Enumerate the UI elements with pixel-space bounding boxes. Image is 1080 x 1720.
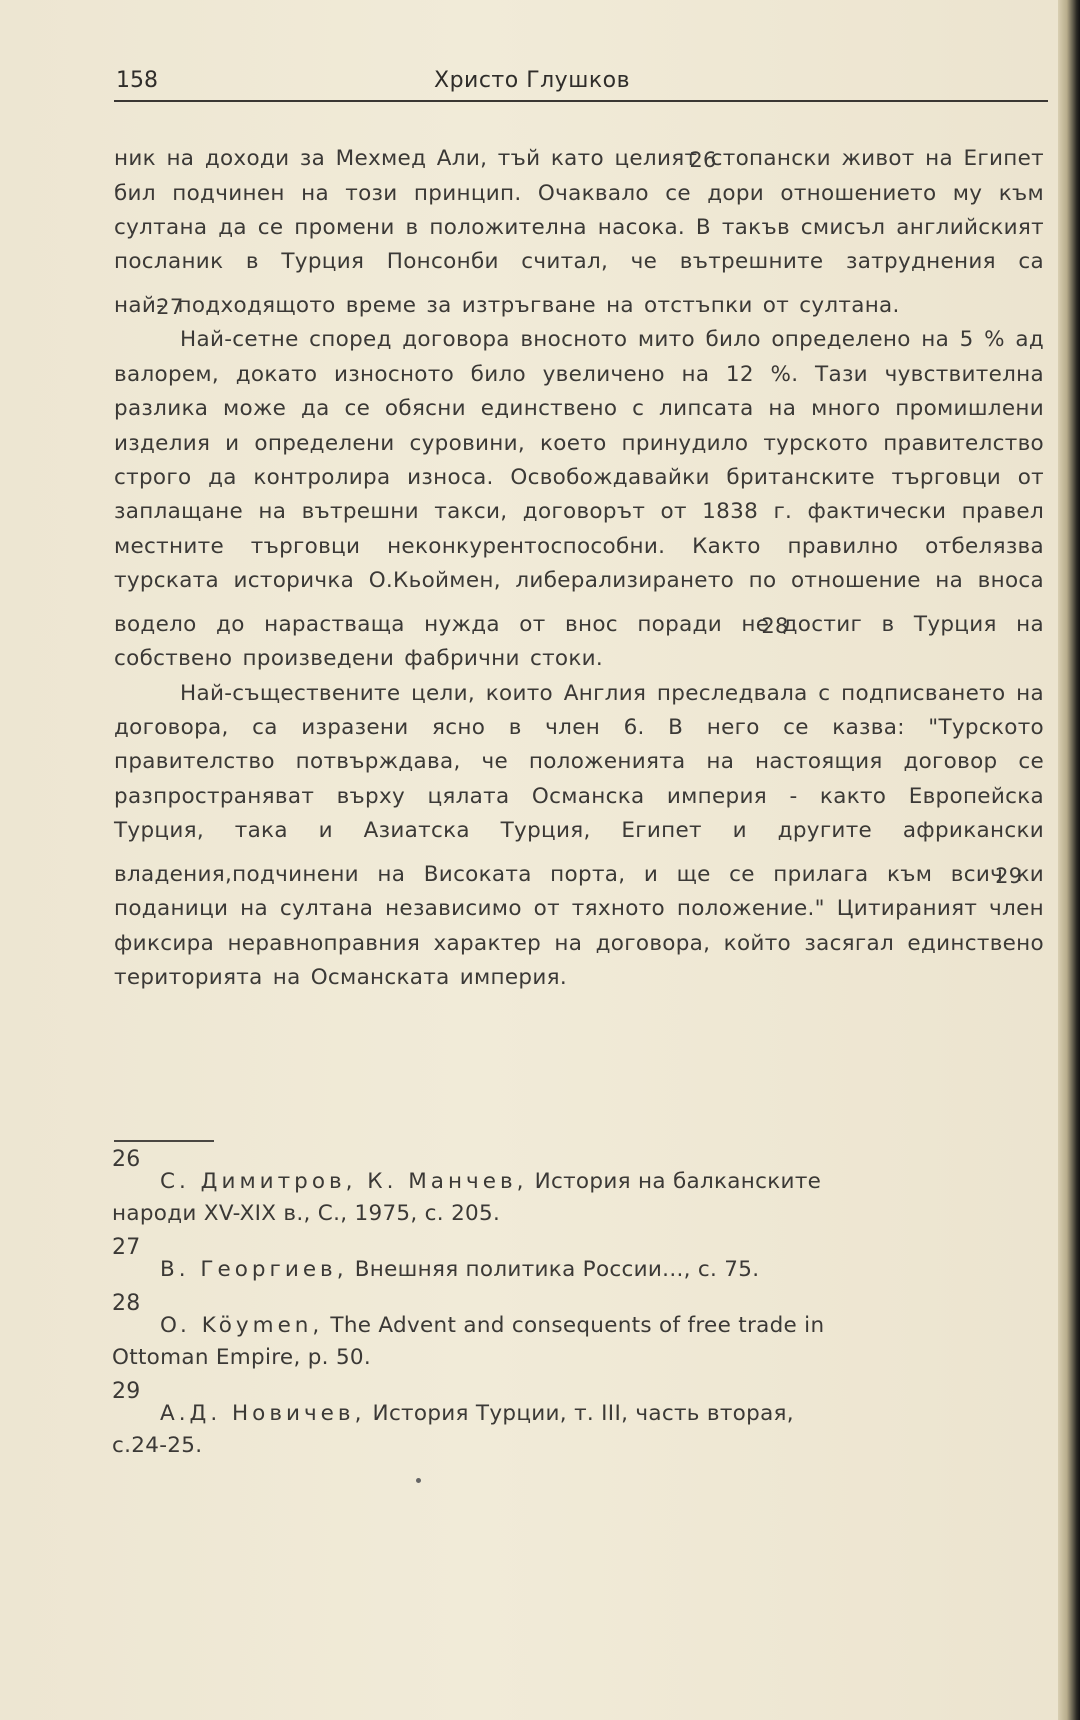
paragraph-3-part-a: Най-съществените цели, които Англия преследвала с подписването на договора, са изразени ясно в член 6. В него се казва: "Турското правителство потвърждава, че положенията на настоящия договор се разпространяват върху цялата Османска империя - както Европейска Турция, така и Азиатска Турция, Египет и другите африкански владения,подчинени на Високата порта, и ще се прилага към всич — [114, 680, 1044, 887]
paragraph-3 — [114, 677, 1044, 996]
paragraph-3-part-b: ки поданици на султана независимо от тяхното положение." Цитираният член фиксира неравноправния характер на договора, който засягал единствено територията на Османската империя. — [114, 861, 1044, 990]
page-edge-shadow — [1058, 0, 1080, 1720]
paragraph-1-part-b: стопански живот на Египет бил подчинен на този принцип. Очаквало се дори отношението му към султана да се промени в положителна насока. В такъв смисъл английският посланик в Турция Понсонби считал, че вътрешните затруднения са най- — [114, 146, 1044, 318]
footnote-number: 29 — [112, 1379, 141, 1404]
footnote-author: А.Д. Новичев, — [160, 1401, 366, 1426]
footnote-title: История Турции, т. III, часть вторая, — [365, 1401, 794, 1426]
footnote-title: Внешняя политика России..., с. 75. — [347, 1257, 760, 1282]
footnote-number: 27 — [112, 1235, 141, 1260]
footnote-continuation: народи XV-XIX в., С., 1975, с. 205. — [112, 1201, 501, 1226]
footnote-author: В. Георгиев, — [160, 1257, 348, 1282]
footnote-ref-26: 26 — [689, 148, 717, 172]
running-head: Христо Глушков — [434, 68, 631, 93]
ink-speck — [416, 1478, 421, 1483]
footnote-title: История на балканските — [527, 1169, 822, 1194]
footnote-26 — [112, 1148, 1042, 1230]
footnote-text — [112, 1310, 1042, 1342]
footnotes — [112, 1148, 1042, 1468]
footnote-number: 26 — [112, 1147, 141, 1172]
paragraph-1-part-c: подходящото време за изтръгване на отстъпки от султана. — [177, 292, 900, 318]
paragraph-1 — [114, 133, 1044, 323]
paragraph-2-part-a: Най-сетне според договора вносното мито било определено на 5 % ад валорем, докато износното било увеличено на 12 %. Тази чувствителна разлика може да се обясни единствено с липсата на много промишлени изделия и определени суровини, което принудило турското правителство строго да контролира износа. Освобождавайки британските търговци от заплащане на вътрешни такси, договорът от 1838 г. фактически правел местните търговци неконкурентоспособни. Както правилно отбелязва турската историчка О.Кьоймен, либерализирането по отношение на вноса водело до нарастваща нужда от внос поради не — [114, 327, 1044, 637]
footnote-ref-29: 29 — [995, 863, 1023, 888]
footnote-text — [112, 1254, 1042, 1286]
paragraph-1-part-a: ник на доходи за Мехмед Али, тъй като целият — [114, 146, 698, 172]
footnote-rule — [114, 1140, 214, 1142]
footnote-ref-28: 28 — [761, 613, 789, 638]
footnote-author: С. Димитров, К. Манчев, — [160, 1169, 528, 1194]
footnote-continuation: с.24-25. — [112, 1433, 203, 1458]
paragraph-2-part-b: достиг в Турция на собствено произведени фабрични стоки. — [114, 611, 1044, 672]
footnote-continuation: Ottoman Empire, p. 50. — [112, 1345, 372, 1370]
page-header — [114, 66, 1048, 102]
footnote-ref-27: 27 — [156, 294, 184, 319]
footnote-title: The Advent and consequents of free trade in — [323, 1313, 825, 1338]
footnote-number: 28 — [112, 1291, 141, 1316]
footnote-28 — [112, 1292, 1042, 1374]
footnote-author: O. Köymen, — [160, 1313, 324, 1338]
page-number: 158 — [116, 68, 158, 93]
footnote-27 — [112, 1236, 1042, 1286]
body-text — [114, 133, 1044, 995]
paragraph-2 — [114, 323, 1044, 676]
footnote-text — [112, 1398, 1042, 1430]
footnote-29 — [112, 1380, 1042, 1462]
footnote-text — [112, 1166, 1042, 1198]
